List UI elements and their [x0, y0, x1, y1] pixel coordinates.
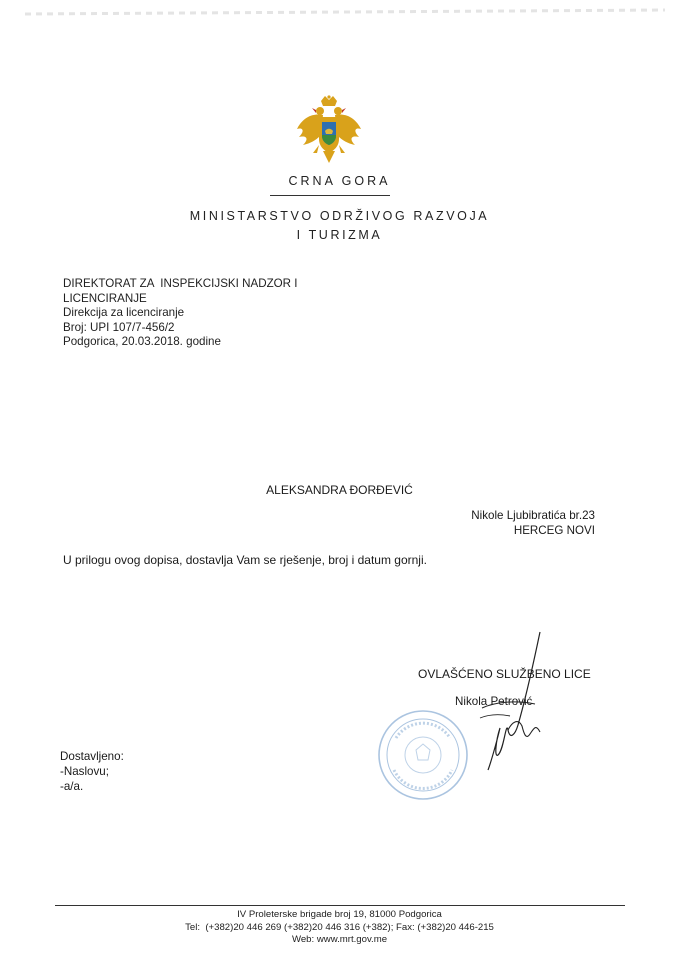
footer-web: Web: www.mrt.gov.me — [291, 934, 388, 946]
distribution-list — [60, 750, 124, 794]
recipient-street: Nikole Ljubibratića br.23 — [471, 509, 595, 522]
direction-name: Direkcija za licenciranje — [63, 306, 185, 320]
scan-edge-marks — [25, 6, 665, 20]
footer-divider — [55, 905, 625, 906]
ministry-name — [0, 207, 679, 245]
official-stamp-icon — [376, 708, 470, 802]
distribution-item: -Naslovu; — [60, 764, 109, 778]
distribution-label: Dostavljeno: — [60, 750, 124, 763]
footer-phones: Tel: (+382)20 446 269 (+382)20 446 316 (+382); Fax: (+382)20 446-215 — [185, 921, 494, 933]
recipient-city: HERCEG NOVI — [513, 524, 595, 537]
footer — [0, 909, 679, 947]
document-number: Broj: UPI 107/7-456/2 — [63, 320, 175, 334]
letter-body: U prilogu ovog dopisa, dostavlja Vam se rješenje, broj i datum gornji. — [63, 553, 427, 567]
sender-info-block — [63, 277, 298, 350]
recipient-address — [471, 508, 595, 538]
directorate-line-1: DIREKTORAT ZA INSPEKCIJSKI NADZOR I — [63, 277, 298, 290]
country-name: CRNA GORA — [288, 174, 391, 188]
recipient-name: ALEKSANDRA ĐORĐEVIĆ — [266, 483, 413, 497]
signatory-title: OVLAŠĆENO SLUŽBENO LICE — [418, 667, 591, 681]
place-date: Podgorica, 20.03.2018. godine — [63, 335, 221, 349]
directorate-line-2: LICENCIRANJE — [63, 291, 147, 305]
ministry-line-2: I TURIZMA — [296, 228, 383, 242]
ministry-line-1: MINISTARSTVO ODRŽIVOG RAZVOJA — [189, 209, 490, 223]
distribution-item: -a/a. — [60, 779, 84, 793]
signatory-name: Nikola Petrović — [455, 695, 533, 708]
footer-address: IV Proleterske brigade broj 19, 81000 Podgorica — [237, 909, 442, 920]
handwritten-signature-icon — [460, 630, 555, 775]
header-divider — [270, 195, 390, 196]
montenegro-coat-of-arms-icon — [295, 95, 363, 167]
